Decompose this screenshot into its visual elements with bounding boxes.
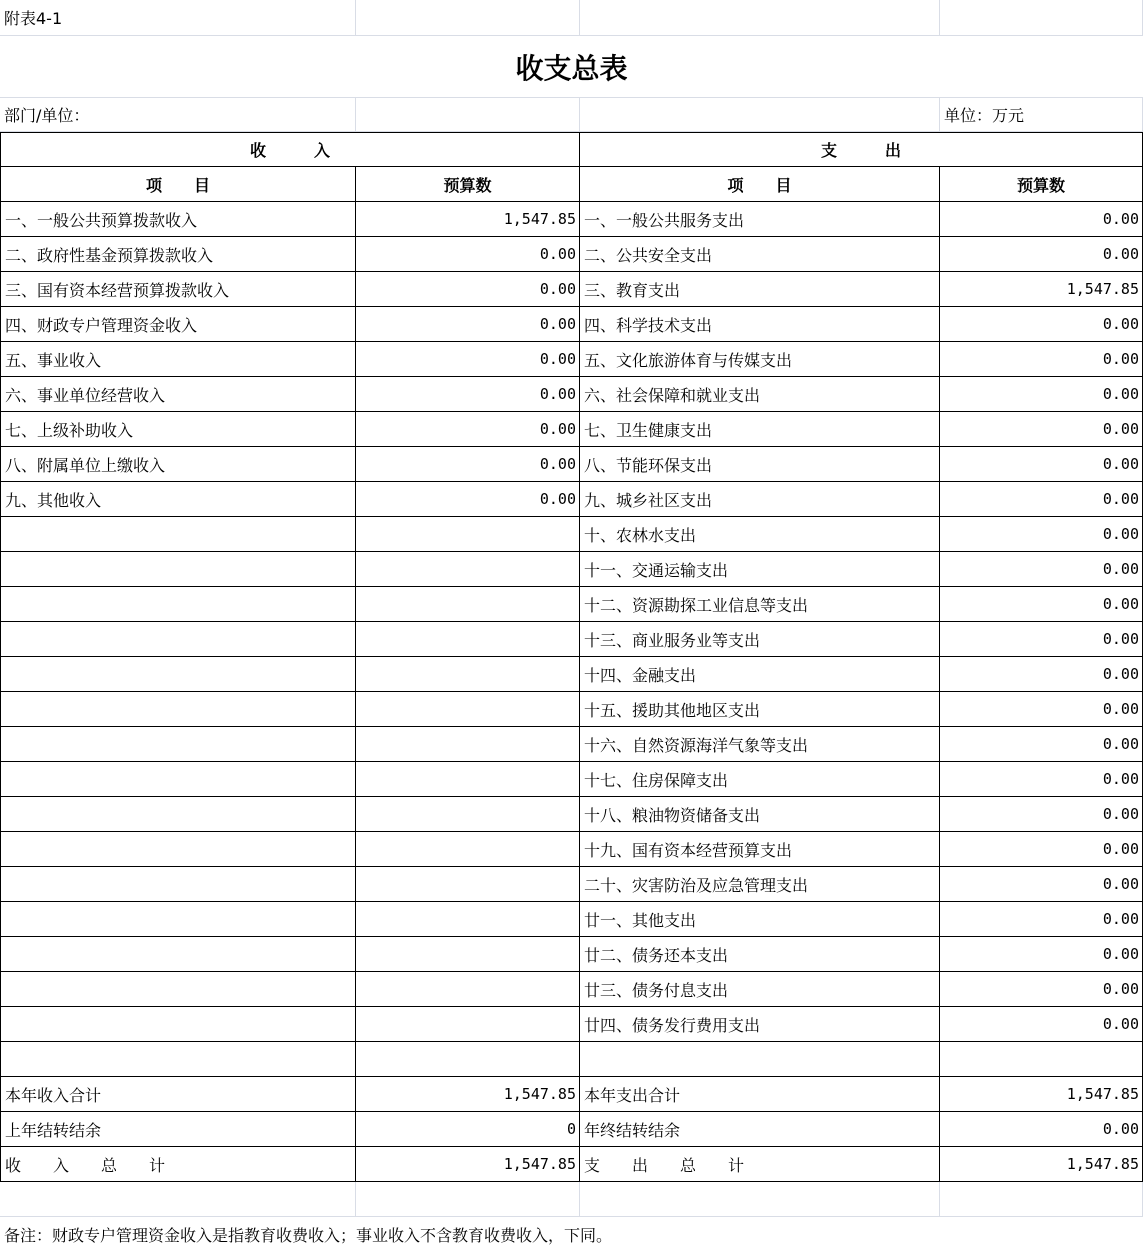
empty-cell xyxy=(356,972,580,1007)
expense-item-name: 十一、交通运输支出 xyxy=(580,552,940,587)
expense-item-value: 0.00 xyxy=(940,937,1143,972)
table-row xyxy=(0,482,1143,517)
expense-item-value: 0.00 xyxy=(940,202,1143,237)
table-row xyxy=(0,762,1143,797)
empty-cell xyxy=(0,657,356,692)
expense-item-name: 廿二、债务还本支出 xyxy=(580,937,940,972)
expense-item-value: 0.00 xyxy=(940,657,1143,692)
expense-total-label: 支 出 总 计 xyxy=(580,1147,940,1182)
expense-item-value: 0.00 xyxy=(940,902,1143,937)
expense-item-name: 十三、商业服务业等支出 xyxy=(580,622,940,657)
empty-cell xyxy=(0,832,356,867)
expense-item-name: 二十、灾害防治及应急管理支出 xyxy=(580,867,940,902)
table-row xyxy=(0,237,1143,272)
table-row xyxy=(0,1042,1143,1077)
income-item-value: 0.00 xyxy=(356,482,580,517)
expense-item-value: 1,547.85 xyxy=(940,272,1143,307)
empty-cell xyxy=(356,797,580,832)
expense-item-value: 0.00 xyxy=(940,832,1143,867)
income-item-value: 0.00 xyxy=(356,272,580,307)
empty-cell xyxy=(356,657,580,692)
expense-section-header: 支 出 xyxy=(580,133,1143,167)
empty-cell xyxy=(356,1007,580,1042)
income-item-name: 二、政府性基金预算拨款收入 xyxy=(0,237,356,272)
column-header-row xyxy=(0,167,1143,202)
expense-item-value: 0.00 xyxy=(940,482,1143,517)
table-row xyxy=(0,832,1143,867)
income-item-name: 六、事业单位经营收入 xyxy=(0,377,356,412)
table-row xyxy=(0,972,1143,1007)
empty-cell xyxy=(0,902,356,937)
table-row xyxy=(0,307,1143,342)
expense-item-name: 廿三、债务付息支出 xyxy=(580,972,940,1007)
income-total-value: 0 xyxy=(356,1112,580,1147)
empty-cell xyxy=(0,727,356,762)
expense-item-value: 0.00 xyxy=(940,692,1143,727)
income-item-name: 五、事业收入 xyxy=(0,342,356,377)
expense-item-value: 0.00 xyxy=(940,307,1143,342)
empty-cell xyxy=(356,937,580,972)
empty-cell xyxy=(356,1042,580,1077)
expense-item-name: 六、社会保障和就业支出 xyxy=(580,377,940,412)
income-section-header: 收 入 xyxy=(0,133,580,167)
expense-item-value: 0.00 xyxy=(940,412,1143,447)
expense-item-value: 0.00 xyxy=(940,1007,1143,1042)
table-row xyxy=(0,552,1143,587)
expense-item-name: 五、文化旅游体育与传媒支出 xyxy=(580,342,940,377)
expense-item-name: 八、节能环保支出 xyxy=(580,447,940,482)
empty-cell xyxy=(356,692,580,727)
expense-item-name: 九、城乡社区支出 xyxy=(580,482,940,517)
table-row xyxy=(0,202,1143,237)
income-item-value: 0.00 xyxy=(356,377,580,412)
expense-total-value: 0.00 xyxy=(940,1112,1143,1147)
title-row xyxy=(0,36,1143,98)
empty-cell xyxy=(0,797,356,832)
empty-cell xyxy=(356,517,580,552)
income-item-name: 三、国有资本经营预算拨款收入 xyxy=(0,272,356,307)
table-row xyxy=(0,727,1143,762)
department-label: 部门/单位： xyxy=(0,98,356,132)
empty-cell xyxy=(0,517,356,552)
income-total-label: 收 入 总 计 xyxy=(0,1147,356,1182)
expense-item-name: 三、教育支出 xyxy=(580,272,940,307)
income-item-value: 0.00 xyxy=(356,307,580,342)
empty-cell xyxy=(0,937,356,972)
table-row xyxy=(0,447,1143,482)
note-row xyxy=(0,1217,1143,1252)
empty-cell xyxy=(0,1042,356,1077)
expense-item-value: 0.00 xyxy=(940,517,1143,552)
empty-cell xyxy=(0,587,356,622)
empty-cell xyxy=(356,587,580,622)
income-item-name: 一、一般公共预算拨款收入 xyxy=(0,202,356,237)
income-total-label: 本年收入合计 xyxy=(0,1077,356,1112)
section-header-row xyxy=(0,132,1143,167)
empty-cell xyxy=(940,1042,1143,1077)
table-row xyxy=(0,587,1143,622)
table-row xyxy=(0,1007,1143,1042)
income-total-label: 上年结转结余 xyxy=(0,1112,356,1147)
table-row xyxy=(0,902,1143,937)
empty-cell xyxy=(0,692,356,727)
total-row xyxy=(0,1077,1143,1112)
expense-item-name: 二、公共安全支出 xyxy=(580,237,940,272)
income-item-name: 四、财政专户管理资金收入 xyxy=(0,307,356,342)
expense-item-value: 0.00 xyxy=(940,552,1143,587)
empty-cell xyxy=(0,762,356,797)
spacer-row xyxy=(0,1182,1143,1217)
table-row xyxy=(0,867,1143,902)
expense-total-value: 1,547.85 xyxy=(940,1077,1143,1112)
expense-item-value: 0.00 xyxy=(940,237,1143,272)
expense-item-value: 0.00 xyxy=(940,342,1143,377)
empty-cell xyxy=(356,622,580,657)
expense-budget-header: 预算数 xyxy=(940,167,1143,202)
footnote: 备注：财政专户管理资金收入是指教育收费收入；事业收入不含教育收费收入，下同。 xyxy=(4,1226,613,1245)
empty-cell xyxy=(356,762,580,797)
income-item-value: 1,547.85 xyxy=(356,202,580,237)
expense-total-label: 年终结转结余 xyxy=(580,1112,940,1147)
table-row xyxy=(0,797,1143,832)
income-budget-header: 预算数 xyxy=(356,167,580,202)
table-row xyxy=(0,272,1143,307)
empty-cell xyxy=(356,867,580,902)
income-item-value: 0.00 xyxy=(356,237,580,272)
expense-item-name: 十九、国有资本经营预算支出 xyxy=(580,832,940,867)
expense-total-label: 本年支出合计 xyxy=(580,1077,940,1112)
expense-item-header: 项 目 xyxy=(580,167,940,202)
table-row xyxy=(0,657,1143,692)
expense-item-name: 廿一、其他支出 xyxy=(580,902,940,937)
income-item-name: 八、附属单位上缴收入 xyxy=(0,447,356,482)
table-row xyxy=(0,937,1143,972)
expense-item-value: 0.00 xyxy=(940,972,1143,1007)
income-item-value: 0.00 xyxy=(356,447,580,482)
empty-cell xyxy=(0,552,356,587)
table-row xyxy=(0,377,1143,412)
total-row xyxy=(0,1147,1143,1182)
income-item-header: 项 目 xyxy=(0,167,356,202)
expense-item-value: 0.00 xyxy=(940,867,1143,902)
expense-item-value: 0.00 xyxy=(940,797,1143,832)
expense-item-value: 0.00 xyxy=(940,762,1143,797)
expense-item-name: 十六、自然资源海洋气象等支出 xyxy=(580,727,940,762)
empty-cell xyxy=(0,622,356,657)
expense-item-value: 0.00 xyxy=(940,622,1143,657)
meta-row xyxy=(0,98,1143,132)
expense-item-name: 十二、资源勘探工业信息等支出 xyxy=(580,587,940,622)
expense-total-value: 1,547.85 xyxy=(940,1147,1143,1182)
empty-cell xyxy=(356,552,580,587)
unit-label: 单位：万元 xyxy=(940,98,1143,132)
empty-cell xyxy=(0,867,356,902)
expense-item-name: 十五、援助其他地区支出 xyxy=(580,692,940,727)
expense-item-value: 0.00 xyxy=(940,587,1143,622)
income-item-value: 0.00 xyxy=(356,412,580,447)
expense-item-value: 0.00 xyxy=(940,447,1143,482)
empty-cell xyxy=(356,727,580,762)
income-item-name: 九、其他收入 xyxy=(0,482,356,517)
empty-cell xyxy=(0,1007,356,1042)
expense-item-name: 十四、金融支出 xyxy=(580,657,940,692)
page-title: 收支总表 xyxy=(0,36,1143,98)
expense-item-value: 0.00 xyxy=(940,377,1143,412)
income-item-value: 0.00 xyxy=(356,342,580,377)
empty-cell xyxy=(0,972,356,1007)
table-row xyxy=(0,517,1143,552)
table-row xyxy=(0,412,1143,447)
income-total-value: 1,547.85 xyxy=(356,1077,580,1112)
expense-item-name: 四、科学技术支出 xyxy=(580,307,940,342)
expense-item-value: 0.00 xyxy=(940,727,1143,762)
total-row xyxy=(0,1112,1143,1147)
expense-item-name: 十、农林水支出 xyxy=(580,517,940,552)
empty-cell xyxy=(356,902,580,937)
empty-cell xyxy=(356,832,580,867)
expense-item-name: 十七、住房保障支出 xyxy=(580,762,940,797)
expense-item-name: 廿四、债务发行费用支出 xyxy=(580,1007,940,1042)
income-item-name: 七、上级补助收入 xyxy=(0,412,356,447)
table-row xyxy=(0,342,1143,377)
appendix-label: 附表4-1 xyxy=(0,0,356,36)
expense-item-name: 一、一般公共服务支出 xyxy=(580,202,940,237)
expense-item-name: 七、卫生健康支出 xyxy=(580,412,940,447)
income-total-value: 1,547.85 xyxy=(356,1147,580,1182)
appendix-row xyxy=(0,0,1143,36)
table-row xyxy=(0,622,1143,657)
table-row xyxy=(0,692,1143,727)
empty-cell xyxy=(580,1042,940,1077)
expense-item-name: 十八、粮油物资储备支出 xyxy=(580,797,940,832)
